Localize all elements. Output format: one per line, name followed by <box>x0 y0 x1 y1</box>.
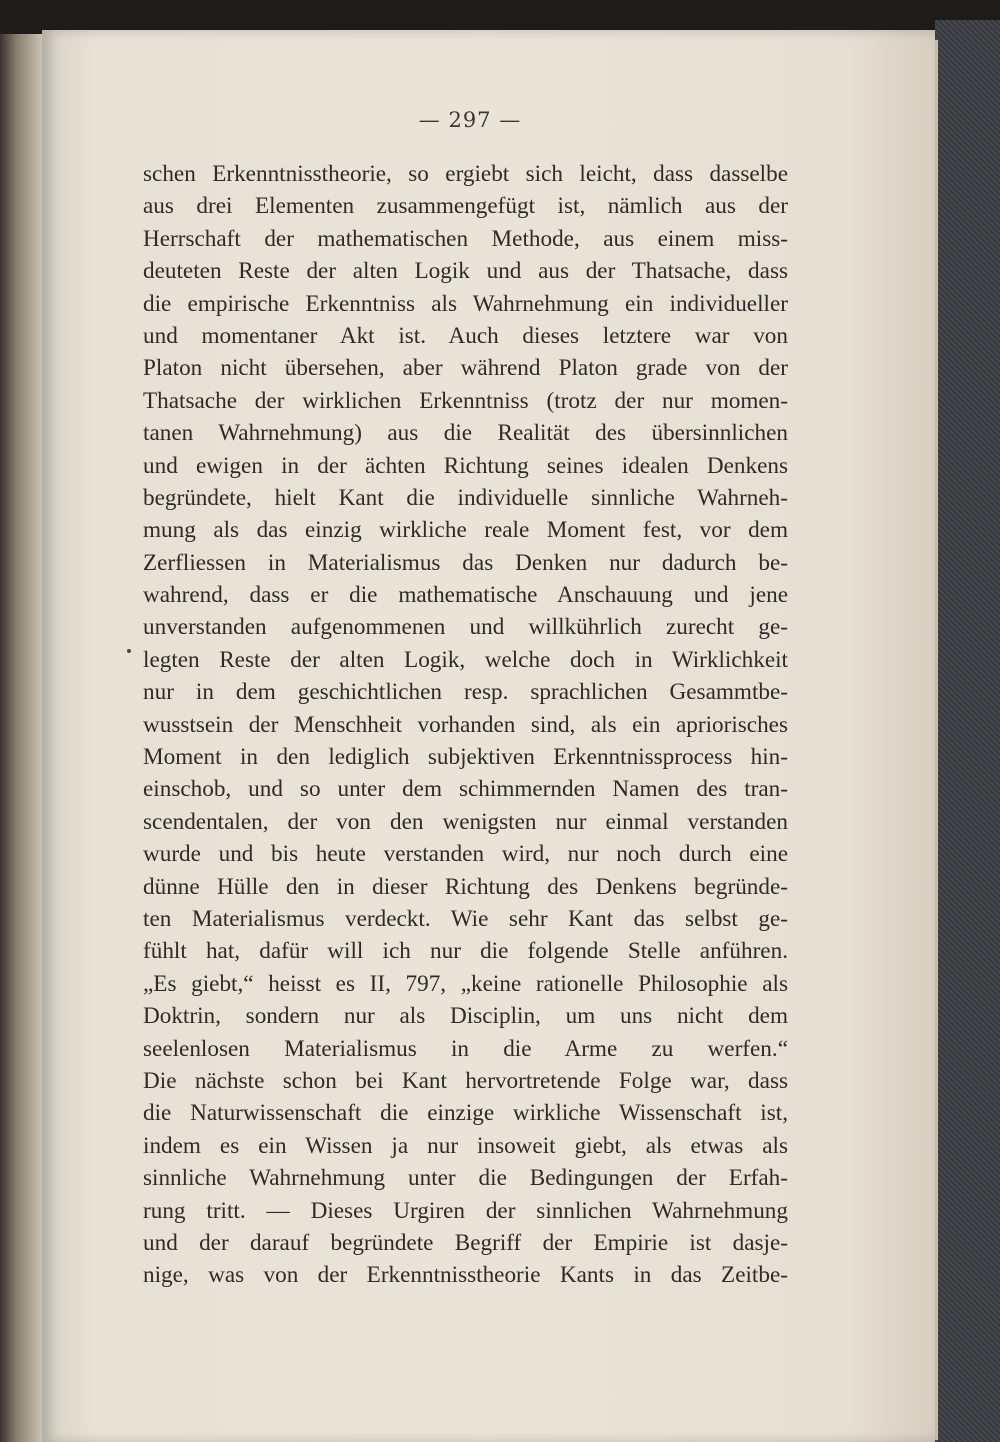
book-cover-top <box>0 0 1000 34</box>
text-line: sinnliche Wahrnehmung unter die Bedingungen der Erfah- <box>143 1165 788 1192</box>
text-line: scendentalen, der von den wenigsten nur einmal verstanden <box>143 808 788 835</box>
text-line: Moment in den lediglich subjektiven Erkenntnissprocess hin- <box>143 744 788 771</box>
text-line: die empirische Erkenntniss als Wahrnehmung ein individueller <box>143 290 788 317</box>
text-line: deuteten Reste der alten Logik und aus der Thatsache, dass <box>143 258 788 285</box>
text-line: wahrend, dass er die mathematische Anschauung und jene <box>143 582 788 609</box>
text-line: dünne Hülle den in dieser Richtung des Denkens begründe- <box>143 873 788 900</box>
page-number: — 297 — <box>418 108 522 132</box>
text-line: Platon nicht übersehen, aber während Platon grade von der <box>143 355 788 382</box>
text-line: ten Materialismus verdeckt. Wie sehr Kant das selbst ge- <box>143 905 788 932</box>
text-line: wusstsein der Menschheit vorhanden sind, als ein apriorisches <box>143 711 788 738</box>
text-line: aus drei Elementen zusammengefügt ist, nämlich aus der <box>143 193 788 220</box>
text-line: schen Erkenntnisstheorie, so ergiebt sich leicht, dass dasselbe <box>143 161 788 187</box>
text-line: rung tritt. — Dieses Urgiren der sinnlichen Wahrnehmung <box>143 1197 788 1224</box>
text-line: mung als das einzig wirkliche reale Moment fest, vor dem <box>143 517 788 544</box>
text-line: seelenlosen Materialismus in die Arme zu werfen.“ <box>143 1035 788 1062</box>
text-line: und momentaner Akt ist. Auch dieses letztere war von <box>143 322 788 349</box>
previous-page-edge <box>0 34 42 1442</box>
text-line: und ewigen in der ächten Richtung seines idealen Denkens <box>143 452 788 479</box>
text-line: Doktrin, sondern nur als Disciplin, um uns nicht dem <box>143 1003 788 1030</box>
text-line: legten Reste der alten Logik, welche doch in Wirklichkeit <box>143 646 788 673</box>
text-line: Zerfliessen in Materialismus das Denken nur dadurch be- <box>143 549 788 576</box>
text-line: und der darauf begründete Begriff der Empirie ist dasje- <box>143 1229 788 1256</box>
text-line: tanen Wahrnehmung) aus die Realität des übersinnlichen <box>143 420 788 447</box>
margin-mark <box>127 649 131 653</box>
text-line: einschob, und so unter dem schimmernden Namen des tran- <box>143 776 788 803</box>
text-line: indem es ein Wissen ja nur insoweit giebt, als etwas als <box>143 1132 788 1159</box>
text-line: begründete, hielt Kant die individuelle sinnliche Wahrneh- <box>143 484 788 511</box>
text-line: „Es giebt,“ heisst es II, 797, „keine rationelle Philosophie als <box>143 970 788 997</box>
text-line: Thatsache der wirklichen Erkenntniss (trotz der nur momen- <box>143 387 788 414</box>
text-line: wurde und bis heute verstanden wird, nur noch durch eine <box>143 841 788 868</box>
text-line: Die nächste schon bei Kant hervortretende Folge war, dass <box>143 1067 788 1094</box>
text-line: Herrschaft der mathematischen Methode, aus einem miss- <box>143 225 788 252</box>
page-text <box>143 158 788 1292</box>
text-line: fühlt hat, dafür will ich nur die folgende Stelle anführen. <box>143 938 788 965</box>
text-line: nige, was von der Erkenntnisstheorie Kants in das Zeitbe- <box>143 1262 788 1289</box>
text-line: die Naturwissenschaft die einzige wirkliche Wissenschaft ist, <box>143 1100 788 1127</box>
text-line: nur in dem geschichtlichen resp. sprachlichen Gesammtbe- <box>143 679 788 706</box>
text-line: unverstanden aufgenommenen und willkührlich zurecht ge- <box>143 614 788 641</box>
book-cover-right <box>935 20 1000 1442</box>
